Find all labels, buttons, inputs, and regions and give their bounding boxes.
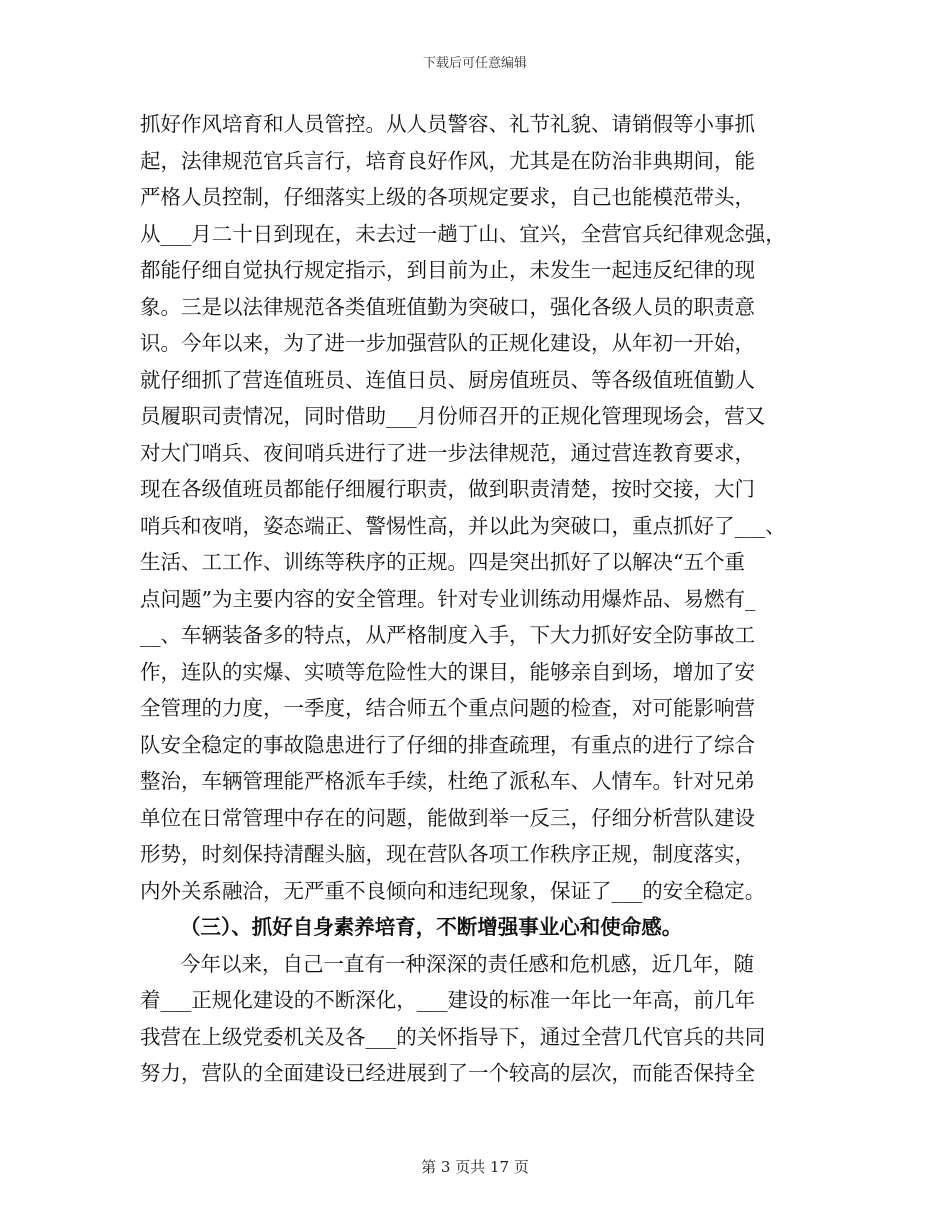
paragraph-line: 现在各级值班员都能仔细履行职责，做到职责清楚，按时交接，大门 xyxy=(140,477,755,501)
paragraph-line: 内外关系融洽，无严重不良倾向和违纪现象，保证了___的安全稳定。 xyxy=(140,878,766,903)
paragraph-line: 严格人员控制，仔细落实上级的各项规定要求，自己也能模范带头， xyxy=(140,185,755,209)
paragraph-line: __、车辆装备多的特点，从严格制度入手，下大力抓好安全防事故工 xyxy=(140,623,755,647)
paragraph-line: 点问题”为主要内容的安全管理。针对专业训练动用爆炸品、易燃有_ xyxy=(140,586,756,611)
paragraph-line: 今年以来，自己一直有一种深深的责任感和危机感，近几年，随 xyxy=(180,951,754,976)
paragraph-line: 全管理的力度，一季度，结合师五个重点问题的检查，对可能影响营 xyxy=(140,696,755,720)
paragraph-line: 单位在日常管理中存在的问题，能做到举一反三，仔细分析营队建设 xyxy=(140,805,755,830)
paragraph-line: 哨兵和夜哨，姿态端正、警惕性高，并以此为突破口，重点抓好了___、 xyxy=(140,513,786,538)
paragraph-line: 起，法律规范官兵言行，培育良好作风，尤其是在防治非典期间，能 xyxy=(140,148,755,173)
paragraph-line: 从___月二十日到现在，未去过一趟丁山、宜兴，全营官兵纪律观念强， xyxy=(140,221,786,246)
section-heading: （三）、抓好自身素养培育，不断增强事业心和使命感。 xyxy=(180,915,683,939)
paragraph-line: 努力，营队的全面建设已经进展到了一个较高的层次，而能否保持全 xyxy=(140,1061,755,1085)
paragraph-line: 队安全稳定的事故隐患进行了仔细的排查疏理，有重点的进行了综合 xyxy=(140,732,755,757)
paragraph-line: 作，连队的实爆、实喷等危险性大的课目，能够亲自到场，增加了安 xyxy=(140,659,755,684)
paragraph-line: 我营在上级党委机关及各___的关怀指导下，通过全营几代官兵的共同 xyxy=(140,1024,766,1049)
paragraph-line: 整治，车辆管理能严格派车手续，杜绝了派私车、人情车。针对兄弟 xyxy=(140,769,755,793)
paragraph-line: 抓好作风培育和人员管控。从人员警容、礼节礼貌、请销假等小事抓 xyxy=(140,112,755,136)
paragraph-line: 象。三是以法律规范各类值班值勤为突破口，强化各级人员的职责意 xyxy=(140,294,755,319)
paragraph-line: 就仔细抓了营连值班员、连值日员、厨房值班员、等各级值班值勤人 xyxy=(140,367,755,392)
paragraph-line: 员履职司责情况，同时借助___月份师召开的正规化管理现场会，营又 xyxy=(140,404,766,428)
page-header: 下载后可任意编辑 xyxy=(422,56,527,71)
paragraph-line: 对大门哨兵、夜间哨兵进行了进一步法律规范，通过营连教育要求， xyxy=(140,440,755,465)
page-footer: 第 3 页共 17 页 xyxy=(421,1158,529,1176)
document-body xyxy=(140,106,820,1092)
paragraph-line: 形势，时刻保持清醒头脑，现在营队各项工作秩序正规，制度落实， xyxy=(140,842,755,866)
paragraph-line: 着___正规化建设的不断深化，___建设的标准一年比一年高，前几年 xyxy=(140,988,755,1012)
paragraph-line: 都能仔细自觉执行规定指示，到目前为止，未发生一起违反纪律的现 xyxy=(140,258,755,282)
paragraph-line: 生活、工工作、训练等秩序的正规。四是突出抓好了以解决“五个重 xyxy=(140,550,745,574)
paragraph-line: 识。今年以来，为了进一步加强营队的正规化建设，从年初一开始， xyxy=(140,331,755,355)
